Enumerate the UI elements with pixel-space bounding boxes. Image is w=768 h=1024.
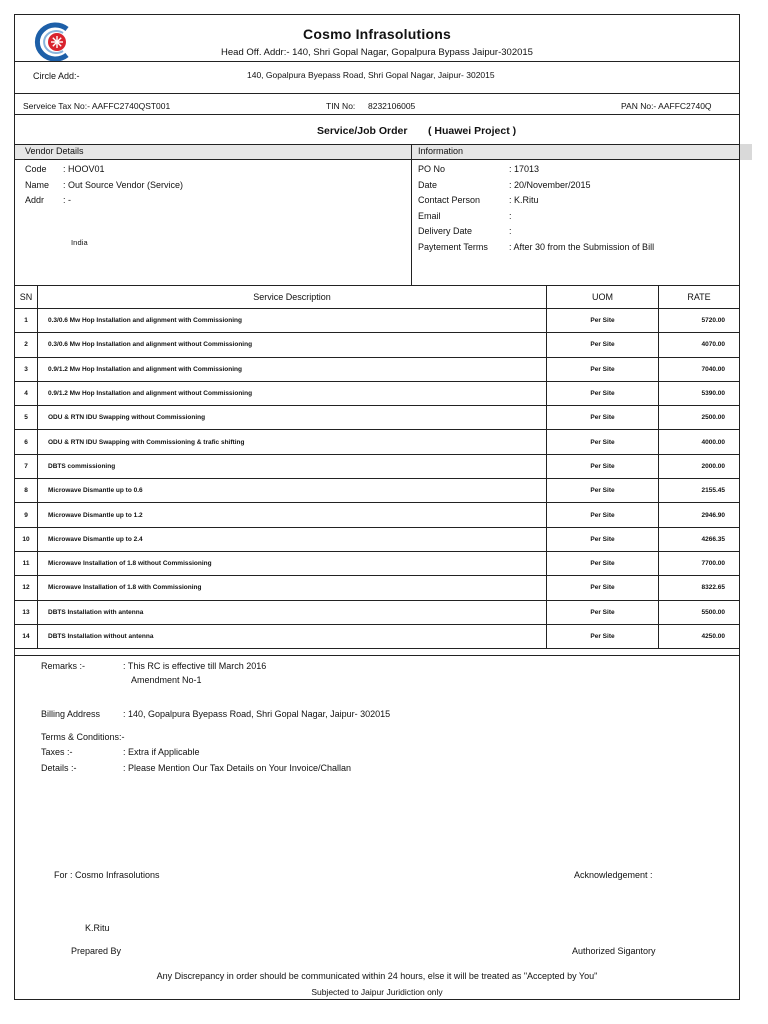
taxes-label: Taxes :-: [41, 747, 73, 757]
head-office-address: Head Off. Addr:- 140, Shri Gopal Nagar, Gopalpura Bypass Jaipur-302015: [221, 47, 533, 58]
table-row: [15, 600, 739, 624]
row-sn: 10: [15, 527, 38, 551]
row-rate: 5720.00: [659, 309, 740, 333]
remarks-text: : This RC is effective till March 2016: [123, 661, 267, 671]
vendor-addr: : -: [63, 195, 71, 205]
column-header-rate: RATE: [659, 286, 740, 309]
table-row: [15, 527, 739, 551]
row-rate: 7040.00: [659, 357, 740, 381]
amendment-text: Amendment No-1: [131, 675, 202, 685]
tin-number: 8232106005: [368, 101, 416, 111]
table-row: [15, 576, 739, 600]
service-tax-number: Serveice Tax No:- AAFFC2740QST001: [23, 101, 171, 111]
row-rate: 4070.00: [659, 333, 740, 357]
row-description: 0.3/0.6 Mw Hop Installation and alignment with Commissioning: [38, 309, 547, 333]
row-uom: Per Site: [547, 430, 659, 454]
row-description: 0.3/0.6 Mw Hop Installation and alignment without Commissioning: [38, 333, 547, 357]
job-order-document: [14, 14, 740, 1000]
email-label: Email: [418, 211, 441, 221]
vendor-name-label: Name: [25, 180, 50, 190]
table-row: [15, 430, 739, 454]
authorized-signatory-label: Authorized Sigantory: [572, 946, 656, 956]
delivery-date-label: Delivery Date: [418, 226, 473, 236]
table-row: [15, 454, 739, 478]
row-uom: Per Site: [547, 503, 659, 527]
company-name: Cosmo Infrasolutions: [303, 26, 451, 42]
jurisdiction-notice: Subjected to Jaipur Juridiction only: [311, 987, 443, 997]
row-sn: 7: [15, 454, 38, 478]
date-value: : 20/November/2015: [509, 180, 591, 190]
row-uom: Per Site: [547, 527, 659, 551]
table-row: [15, 357, 739, 381]
prepared-by-label: Prepared By: [71, 946, 122, 956]
signer-name: K.Ritu: [85, 923, 110, 933]
table-row: [15, 503, 739, 527]
row-uom: Per Site: [547, 551, 659, 575]
row-uom: Per Site: [547, 357, 659, 381]
row-description: Microwave Installation of 1.8 with Commissioning: [38, 576, 547, 600]
po-number-label: PO No: [418, 164, 446, 174]
for-company: For : Cosmo Infrasolutions: [54, 870, 160, 880]
vendor-code-label: Code: [25, 164, 47, 174]
row-rate: 5390.00: [659, 381, 740, 405]
row-sn: 1: [15, 309, 38, 333]
row-description: Microwave Dismantle up to 1.2: [38, 503, 547, 527]
row-description: 0.9/1.2 Mw Hop Installation and alignment without Commissioning: [38, 381, 547, 405]
row-uom: Per Site: [547, 600, 659, 624]
row-uom: Per Site: [547, 381, 659, 405]
table-row: [15, 479, 739, 503]
vendor-country: India: [71, 238, 88, 247]
column-header-description: Service Description: [38, 286, 547, 309]
row-rate: 7700.00: [659, 551, 740, 575]
divider: [15, 655, 739, 656]
details-value: : Please Mention Our Tax Details on Your Invoice/Challan: [123, 763, 351, 773]
row-sn: 13: [15, 600, 38, 624]
row-rate: 4250.00: [659, 624, 740, 648]
row-rate: 2000.00: [659, 454, 740, 478]
po-number: : 17013: [509, 164, 540, 174]
tin-label: TIN No:: [326, 101, 356, 111]
row-uom: Per Site: [547, 333, 659, 357]
table-row: [15, 551, 739, 575]
table-row: [15, 624, 739, 648]
table-header-row: [15, 286, 739, 309]
row-rate: 5500.00: [659, 600, 740, 624]
service-rate-table: [15, 286, 739, 649]
vertical-divider: [411, 144, 412, 285]
vendor-addr-label: Addr: [25, 195, 45, 205]
row-description: Microwave Dismantle up to 0.6: [38, 479, 547, 503]
column-header-uom: UOM: [547, 286, 659, 309]
row-sn: 2: [15, 333, 38, 357]
vendor-details-heading: Vendor Details: [25, 146, 84, 156]
row-description: DBTS Installation with antenna: [38, 600, 547, 624]
divider: [15, 93, 739, 94]
circle-address: 140, Gopalpura Byepass Road, Shri Gopal Nagar, Jaipur- 302015: [247, 70, 495, 80]
table-row: [15, 406, 739, 430]
pan-number: PAN No:- AAFFC2740Q: [621, 101, 712, 111]
row-rate: 4000.00: [659, 430, 740, 454]
row-sn: 9: [15, 503, 38, 527]
row-uom: Per Site: [547, 454, 659, 478]
contact-person: : K.Ritu: [509, 195, 539, 205]
row-sn: 6: [15, 430, 38, 454]
row-uom: Per Site: [547, 576, 659, 600]
row-description: DBTS Installation without antenna: [38, 624, 547, 648]
taxes-value: : Extra if Applicable: [123, 747, 200, 757]
row-rate: 8322.65: [659, 576, 740, 600]
row-description: ODU & RTN IDU Swapping with Commissioning & trafic shifting: [38, 430, 547, 454]
details-label: Details :-: [41, 763, 77, 773]
row-sn: 4: [15, 381, 38, 405]
order-title: Service/Job Order: [317, 125, 408, 137]
terms-label: Terms & Conditions:-: [41, 732, 125, 742]
acknowledgement-label: Acknowledgement :: [574, 870, 653, 880]
row-description: 0.9/1.2 Mw Hop Installation and alignment with Commissioning: [38, 357, 547, 381]
row-description: ODU & RTN IDU Swapping without Commissioning: [38, 406, 547, 430]
row-uom: Per Site: [547, 624, 659, 648]
row-uom: Per Site: [547, 479, 659, 503]
table-row: [15, 381, 739, 405]
table-row: [15, 333, 739, 357]
row-description: Microwave Installation of 1.8 without Commissioning: [38, 551, 547, 575]
row-sn: 14: [15, 624, 38, 648]
vendor-name: : Out Source Vendor (Service): [63, 180, 184, 190]
row-description: DBTS commissioning: [38, 454, 547, 478]
row-sn: 12: [15, 576, 38, 600]
row-uom: Per Site: [547, 406, 659, 430]
scroll-edge-tab: [740, 144, 752, 160]
row-sn: 11: [15, 551, 38, 575]
row-rate: 2500.00: [659, 406, 740, 430]
row-sn: 5: [15, 406, 38, 430]
table-row: [15, 309, 739, 333]
project-name: ( Huawei Project ): [428, 125, 517, 137]
row-description: Microwave Dismantle up to 2.4: [38, 527, 547, 551]
information-heading: Information: [418, 146, 464, 156]
column-header-sn: SN: [15, 286, 38, 309]
row-sn: 8: [15, 479, 38, 503]
remarks-label: Remarks :-: [41, 661, 86, 671]
vendor-code: : HOOV01: [63, 164, 105, 174]
row-uom: Per Site: [547, 309, 659, 333]
billing-address-label: Billing Address: [41, 709, 101, 719]
billing-address: : 140, Gopalpura Byepass Road, Shri Gopal Nagar, Jaipur- 302015: [123, 709, 391, 719]
payment-terms-label: Paytement Terms: [418, 242, 488, 252]
row-rate: 2155.45: [659, 479, 740, 503]
row-rate: 4266.35: [659, 527, 740, 551]
divider: [15, 114, 739, 115]
payment-terms: : After 30 from the Submission of Bill: [509, 242, 655, 252]
email-value: :: [509, 211, 512, 221]
circle-address-label: Circle Add:-: [33, 71, 80, 81]
discrepancy-notice: Any Discrepancy in order should be communicated within 24 hours, else it will be treated as "Accepted by You": [156, 971, 598, 981]
delivery-date: :: [509, 226, 512, 236]
divider: [15, 159, 739, 160]
contact-person-label: Contact Person: [418, 195, 481, 205]
row-sn: 3: [15, 357, 38, 381]
date-label: Date: [418, 180, 438, 190]
divider: [15, 61, 739, 62]
row-rate: 2946.90: [659, 503, 740, 527]
